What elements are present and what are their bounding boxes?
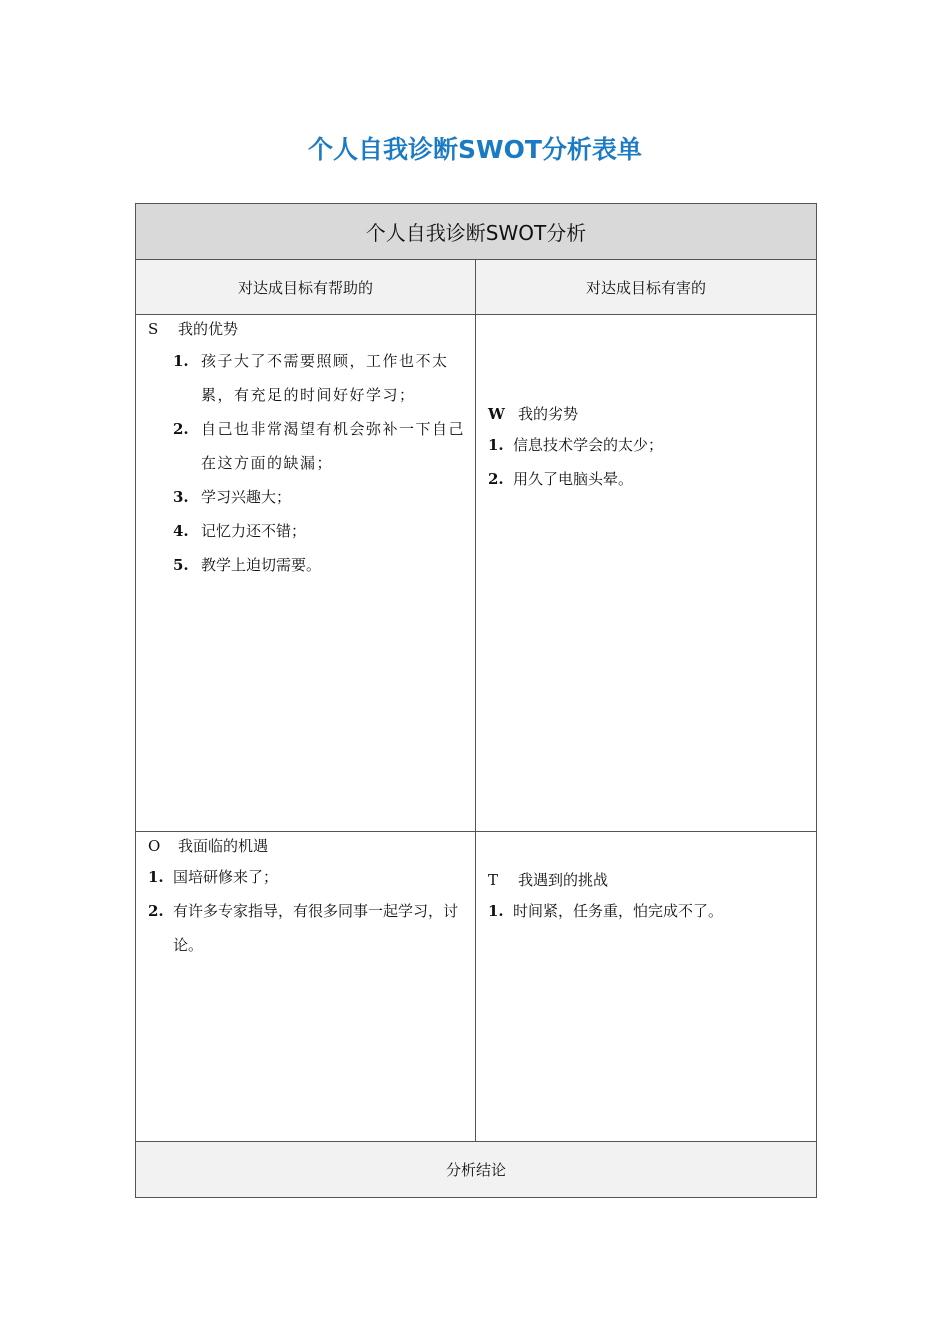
list-item (173, 480, 465, 514)
item-number: 1. (488, 436, 504, 454)
item-number: 5. (173, 556, 189, 574)
opportunities-heading (148, 832, 465, 860)
list-item (488, 462, 806, 496)
item-text: 学习兴趣大； (201, 488, 292, 506)
item-number: 1. (148, 868, 164, 886)
item-number: 2. (173, 420, 189, 438)
conclusion-label: 分析结论 (136, 1142, 817, 1198)
list-item (173, 514, 465, 548)
item-number: 4. (173, 522, 189, 540)
list-item (148, 894, 465, 962)
table-header: 个人自我诊断SWOT分析 (136, 204, 817, 260)
threats-title: 我遇到的挑战 (518, 871, 609, 889)
opportunities-title: 我面临的机遇 (178, 837, 269, 855)
weaknesses-heading (488, 400, 806, 428)
opportunities-list (148, 860, 465, 962)
item-number: 1. (488, 902, 504, 920)
strengths-list (148, 344, 465, 582)
item-text: 孩子大了不需要照顾，工作也不太累，有充足的时间好好学习； (201, 352, 449, 404)
strengths-cell (136, 315, 476, 832)
list-item (488, 428, 806, 462)
harmful-column-header: 对达成目标有害的 (476, 260, 817, 315)
item-number: 2. (488, 470, 504, 488)
item-text: 教学上迫切需要。 (201, 556, 322, 574)
weaknesses-title: 我的劣势 (518, 405, 579, 423)
item-text: 有许多专家指导，有很多同事一起学习，讨论。 (173, 902, 459, 954)
swot-table (135, 203, 817, 1198)
item-text: 国培研修来了； (173, 868, 279, 886)
threats-letter: T (488, 871, 499, 889)
list-item (148, 860, 465, 894)
opportunities-letter: O (148, 837, 161, 855)
threats-heading (488, 866, 806, 894)
item-text: 记忆力还不错； (201, 522, 307, 540)
weaknesses-cell (476, 315, 817, 832)
strengths-letter: S (148, 320, 159, 338)
item-text: 用久了电脑头晕。 (513, 470, 634, 488)
helpful-column-header: 对达成目标有帮助的 (136, 260, 476, 315)
weaknesses-list (488, 428, 806, 496)
threats-cell (476, 832, 817, 1142)
item-number: 1. (173, 352, 189, 370)
list-item (488, 894, 806, 928)
list-item (173, 344, 465, 412)
item-number: 2. (148, 902, 164, 920)
list-item (173, 412, 465, 480)
item-text: 自己也非常渴望有机会弥补一下自己在这方面的缺漏； (201, 420, 466, 472)
strengths-heading (148, 315, 465, 343)
list-item (173, 548, 465, 582)
item-text: 信息技术学会的太少； (513, 436, 664, 454)
item-text: 时间紧，任务重，怕完成不了。 (513, 902, 724, 920)
weaknesses-letter: W (488, 405, 505, 423)
document-title: 个人自我诊断SWOT分析表单 (308, 135, 642, 164)
strengths-title: 我的优势 (178, 320, 239, 338)
opportunities-cell (136, 832, 476, 1142)
threats-list (488, 894, 806, 928)
item-number: 3. (173, 488, 189, 506)
